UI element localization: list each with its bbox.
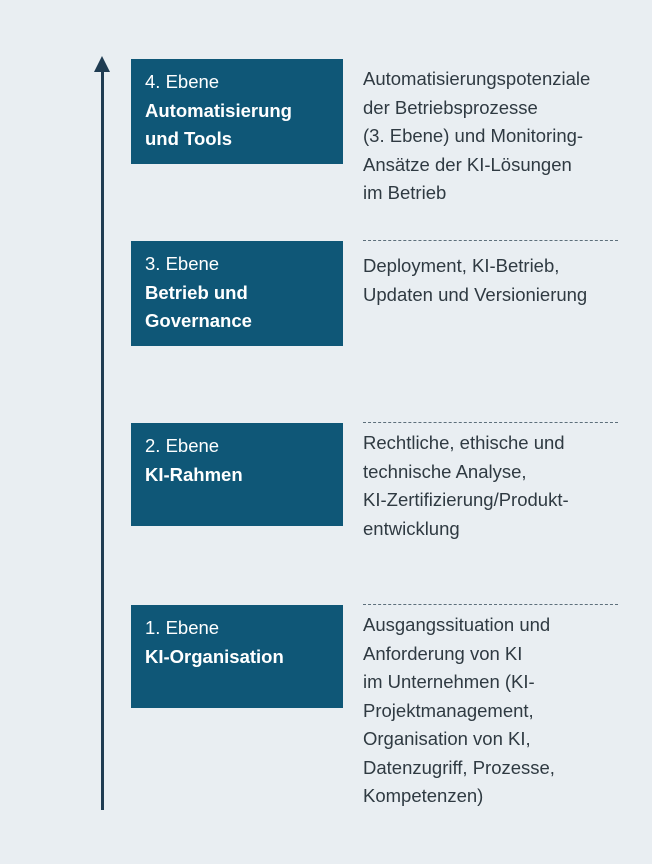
level-4-number: 4. Ebene	[145, 71, 220, 92]
level-3-number: 3. Ebene	[145, 253, 220, 274]
level-1-desc-line: Organisation von KI,	[363, 728, 531, 749]
level-4-desc-line: Automatisierungspotenziale	[363, 68, 591, 89]
level-2-desc-line: technische Analyse,	[363, 460, 527, 482]
level-2-divider	[363, 422, 618, 423]
level-3-description	[363, 252, 628, 309]
level-3-desc-line: Deployment, KI-Betrieb,	[363, 255, 560, 276]
level-2-number: 2. Ebene	[145, 435, 220, 456]
level-3-box	[131, 241, 343, 346]
level-4-title-line2: und Tools	[145, 128, 232, 149]
level-4-description	[363, 65, 628, 208]
level-4-desc-line: (3. Ebene) und Monitoring-	[363, 125, 584, 146]
level-1-desc-line: Projektmanagement,	[363, 699, 534, 721]
level-4-desc-line: Ansätze der KI-Lösungen	[363, 153, 572, 175]
level-3-desc-line: Updaten und Versionierung	[363, 283, 588, 305]
level-1-desc-line: im Unternehmen (KI-	[363, 671, 535, 692]
level-3-divider	[363, 240, 618, 241]
level-2-desc-line: entwicklung	[363, 517, 460, 539]
level-1-box	[131, 605, 343, 708]
level-4-desc-line: der Betriebsprozesse	[363, 96, 538, 118]
level-1-description	[363, 611, 628, 811]
level-2-description	[363, 429, 628, 543]
level-3-title-line2: Governance	[145, 310, 252, 331]
level-2-title-line1: KI-Rahmen	[145, 463, 243, 485]
level-1-desc-line: Datenzugriff, Prozesse,	[363, 756, 555, 778]
level-2-desc-line: KI-Zertifizierung/Produkt-	[363, 489, 569, 510]
level-4-box	[131, 59, 343, 164]
level-1-desc-line: Ausgangssituation und	[363, 614, 551, 635]
level-3-title-line1: Betrieb und	[145, 281, 248, 303]
level-4-desc-line: im Betrieb	[363, 182, 447, 203]
level-1-title-line1: KI-Organisation	[145, 645, 284, 667]
level-2-box	[131, 423, 343, 526]
level-4-title-line1: Automatisierung	[145, 99, 292, 121]
level-1-divider	[363, 604, 618, 605]
level-1-number: 1. Ebene	[145, 617, 220, 638]
level-1-desc-line: Anforderung von KI	[363, 642, 523, 664]
level-2-desc-line: Rechtliche, ethische und	[363, 432, 565, 453]
progress-arrow-shaft	[101, 66, 104, 810]
level-1-desc-line: Kompetenzen)	[363, 785, 484, 806]
